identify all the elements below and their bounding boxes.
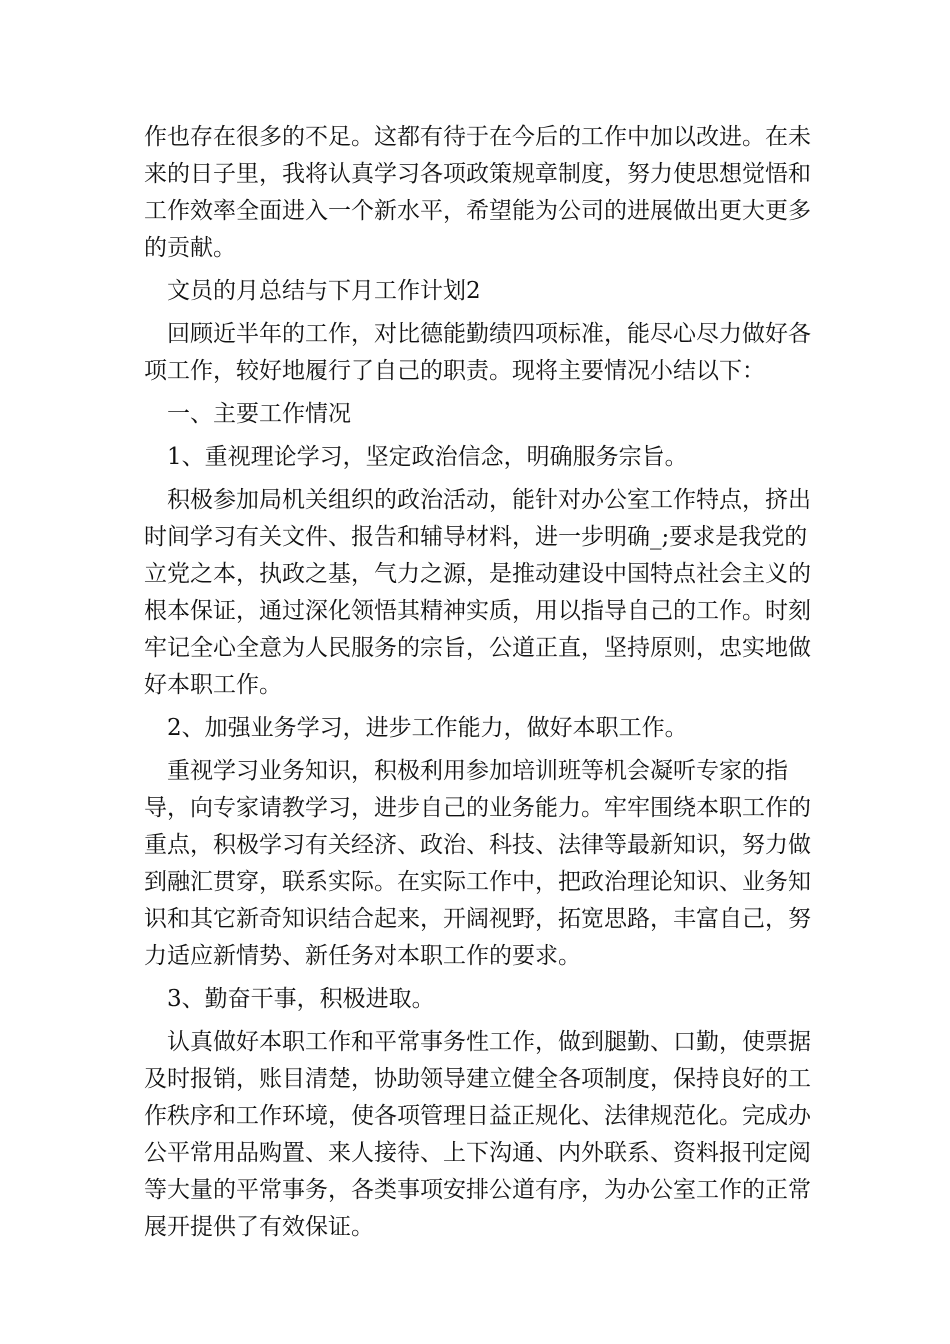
paragraph-item-1: 积极参加局机关组织的政治活动，能针对办公室工作特点，挤出时间学习有关文件、报告和辅导材料，进一步明确_;要求是我党的立党之本，执政之基，气力之源，是推动建设中国特点社会主义的根本保证，通过深化领悟其精神实质，用以指导自己的工作。时刻牢记全心全意为人民服务的宗旨，公道正直，坚持原则，忠实地做好本职工作。 bbox=[144, 487, 811, 698]
heading-item-1: 1、重视理论学习，坚定政治信念，明确服务宗旨。 bbox=[167, 444, 688, 470]
paragraph-item-2: 重视学习业务知识，积极利用参加培训班等机会凝听专家的指导，向专家请教学习，进步自己的业务能力。牢牢围绕本职工作的重点，积极学习有关经济、政治、科技、法律等最新知识，努力做到融汇贯穿，联系实际。在实际工作中，把政治理论知识、业务知识和其它新奇知识结合起来，开阔视野，拓宽思路，丰富自己，努力适应新情势、新任务对本职工作的要求。 bbox=[144, 758, 811, 969]
heading-main-work: 一、主要工作情况 bbox=[167, 401, 351, 427]
paragraph-item-3: 认真做好本职工作和平常事务性工作，做到腿勤、口勤，使票据及时报销，账目清楚，协助领导建立健全各项制度，保持良好的工作秩序和工作环境，使各项管理日益正规化、法律规范化。完成办公平常用品购置、来人接待、上下沟通、内外联系、资料报刊定阅等大量的平常事务，各类事项安排公道有序，为办公室工作的正常展开提供了有效保证。 bbox=[144, 1029, 811, 1240]
heading-item-3: 3、勤奋干事，积极进取。 bbox=[167, 986, 435, 1012]
paragraph-closing: 作也存在很多的不足。这都有待于在今后的工作中加以改进。在未来的日子里，我将认真学习各项政策规章制度，努力使思想觉悟和工作效率全面进入一个新水平，希望能为公司的进展做出更大更多的贡献。 bbox=[144, 124, 811, 261]
document-body bbox=[144, 119, 824, 1252]
paragraph-intro: 回顾近半年的工作，对比德能勤绩四项标准，能尽心尽力做好各项工作，较好地履行了自己的职责。现将主要情况小结以下： bbox=[144, 321, 811, 384]
heading-item-2: 2、加强业务学习，进步工作能力，做好本职工作。 bbox=[167, 715, 688, 741]
section-title: 文员的月总结与下月工作计划2 bbox=[167, 278, 481, 304]
